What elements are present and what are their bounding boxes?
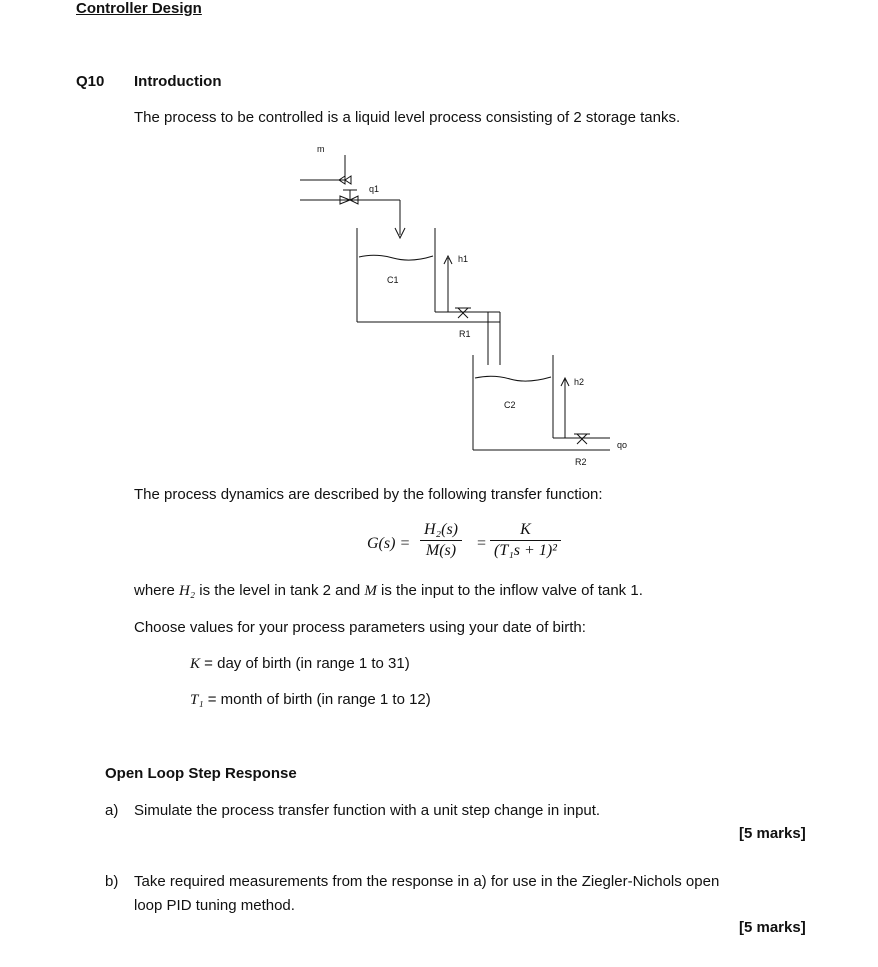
m-valve-right (345, 176, 351, 184)
part-a-text: Simulate the process transfer function with a unit step change in input. (134, 802, 601, 819)
tank2-liquid-surface (475, 376, 551, 381)
label-qo: qo (617, 440, 628, 450)
label-q1: q1 (369, 184, 380, 194)
fraction-1-numerator: H₂(s) (420, 521, 462, 541)
two-tank-diagram (295, 140, 640, 475)
dynamics-intro: The process dynamics are described by the following transfer function: (134, 486, 603, 503)
param-t-text: = month of birth (in range 1 to 12) (203, 691, 431, 708)
where-line (134, 582, 643, 600)
part-b-label: b) (105, 873, 119, 890)
param-k-text: = day of birth (in range 1 to 31) (200, 655, 410, 672)
param-t-symbol: T₁ (190, 692, 204, 708)
fraction-2-denominator: (T₁s + 1)² (494, 542, 557, 559)
equation-fraction-1 (420, 521, 462, 560)
part-b-line-1: Take required measurements from the response in a) for use in the Ziegler-Nichols open (134, 873, 720, 890)
label-r2: R2 (575, 457, 587, 467)
fraction-2-numerator: K (490, 521, 561, 541)
parameters-intro: Choose values for your process parameters using your date of birth: (134, 619, 586, 636)
param-k-line (190, 655, 410, 673)
open-loop-title: Open Loop Step Response (105, 765, 297, 782)
label-h1: h1 (458, 254, 469, 264)
intro-text: The process to be controlled is a liquid level process consisting of 2 storage tanks. (134, 109, 681, 126)
part-b-line-2: loop PID tuning method. (134, 897, 295, 914)
part-b-marks: [5 marks] (739, 919, 806, 936)
equation-fraction-2 (490, 521, 561, 560)
label-m: m (317, 144, 325, 154)
fraction-1-denominator: M(s) (425, 542, 457, 559)
where-suffix: is the input to the inflow valve of tank 1. (376, 582, 643, 599)
question-number: Q10 (76, 73, 105, 90)
label-r1: R1 (459, 329, 471, 339)
label-h2: h2 (574, 377, 585, 387)
equation-equals: = (477, 535, 487, 552)
param-k-symbol: K (190, 656, 201, 672)
label-c2: C2 (504, 400, 516, 410)
page-title: Controller Design (76, 0, 202, 17)
param-t-line (190, 691, 431, 709)
where-prefix: where (134, 582, 180, 599)
where-mid: is the level in tank 2 and (195, 582, 365, 599)
part-a-marks: [5 marks] (739, 825, 806, 842)
where-var-m: M (364, 583, 377, 599)
equation-lhs: G(s) = (367, 535, 411, 552)
tank1-liquid-surface (359, 255, 433, 260)
where-var-h2: H₂ (179, 583, 196, 599)
section-title-introduction: Introduction (134, 73, 222, 90)
part-a-label: a) (105, 802, 119, 819)
label-c1: C1 (387, 275, 399, 285)
